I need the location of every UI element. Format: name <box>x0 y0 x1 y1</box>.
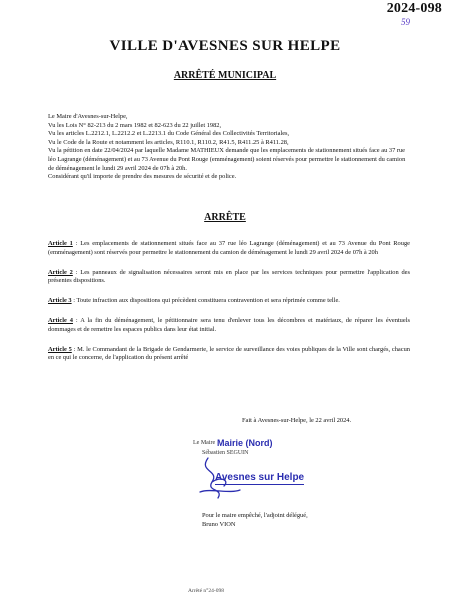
preamble-line: Vu les articles L.2212.1, L.2212.2 et L.2213.1 du Code Général des Collectivités Territoriales, <box>48 130 290 138</box>
arrete-heading: ARRÊTE <box>204 212 246 223</box>
stamp-mairie-text: Mairie (Nord) <box>217 438 273 448</box>
article-3 <box>48 297 410 306</box>
article-1 <box>48 240 410 258</box>
article-text: : A la fin du déménagement, le pétitionnaire sera tenu d'enlever tous les décombres et matériaux, de réparer les éventuels dommages et de remettre les espaces publics dans leur état initial. <box>48 316 410 333</box>
preamble <box>48 113 408 182</box>
preamble-line: Vu les Lois N° 82-213 du 2 mars 1982 et 82-623 du 22 juillet 1982, <box>48 121 222 129</box>
document-reference-number: 2024-098 <box>386 1 442 16</box>
article-label: Article 4 <box>48 316 73 324</box>
mayor-title: Le Maire <box>193 440 216 446</box>
city-title: VILLE D'AVESNES SUR HELPE <box>109 38 341 54</box>
article-text: : Toute infraction aux dispositions qui précèdent constituera contravention et sera réprimée comme telle. <box>71 297 340 305</box>
article-label: Article 3 <box>48 297 72 305</box>
delegate-name: Bruno VION <box>202 521 236 528</box>
article-label: Article 5 <box>48 345 72 353</box>
stamp-city-text: Avesnes sur Helpe <box>215 472 305 483</box>
article-label: Article 2 <box>48 268 73 276</box>
document-title: ARRÊTÉ MUNICIPAL <box>173 70 277 81</box>
delegate-line: Pour le maire empêché, l'adjoint délégué, <box>202 512 308 519</box>
mayor-name: Sébastien SEGUIN <box>202 450 249 456</box>
signature-date-line: Fait à Avesnes-sur-Helpe, le 22 avril 2024. <box>242 417 352 424</box>
article-2 <box>48 269 410 287</box>
articles-section <box>48 240 410 374</box>
footer-reference: Arrêté n°24-098 <box>188 588 224 594</box>
signature-block <box>190 438 330 508</box>
article-text: : M. le Commandant de la Brigade de Gendarmerie, le service de surveillance des voies publiques de la Ville sont chargés, chacun en ce qui le concerne, de l'application du présent arrêté <box>48 345 410 362</box>
article-4 <box>48 317 410 335</box>
article-label: Article 1 <box>48 240 73 247</box>
preamble-line: Vu la pétition en date 22/04/2024 par laquelle Madame MATHIEUX demande que les emplacements de stationnement situés face au 37 rue léo Lagrange (déménagement) et au 73 Avenue du Pont Rouge (emménagement) soient réservés pour permettre le stationnement du camion de déménagement le lundi 29 avril 2024 de 07h à 20h. <box>48 147 406 172</box>
article-text: : Les panneaux de signalisation nécessaires seront mis en place par les services techniques pour permettre l'application des présentes dispositions. <box>48 268 410 285</box>
handwritten-annotation: 59 <box>401 17 410 27</box>
preamble-line: Considérant qu'il importe de prendre des mesures de sécurité et de police. <box>48 173 237 181</box>
article-text: : Les emplacements de stationnement situés face au 37 rue léo Lagrange (déménagement) et au 73 Avenue du Pont Rouge (emménagement) sont réservés pour permettre le stationnement du camion de déménagement le lundi 29 avril 2024 de 07h à 20h <box>48 240 410 256</box>
article-5 <box>48 346 410 364</box>
preamble-line: Le Maire d'Avesnes-sur-Helpe, <box>48 113 128 120</box>
preamble-line: Vu le Code de la Route et notamment les articles, R110.1, R110.2, R41.5, R411.25 à R411.28, <box>48 138 289 146</box>
